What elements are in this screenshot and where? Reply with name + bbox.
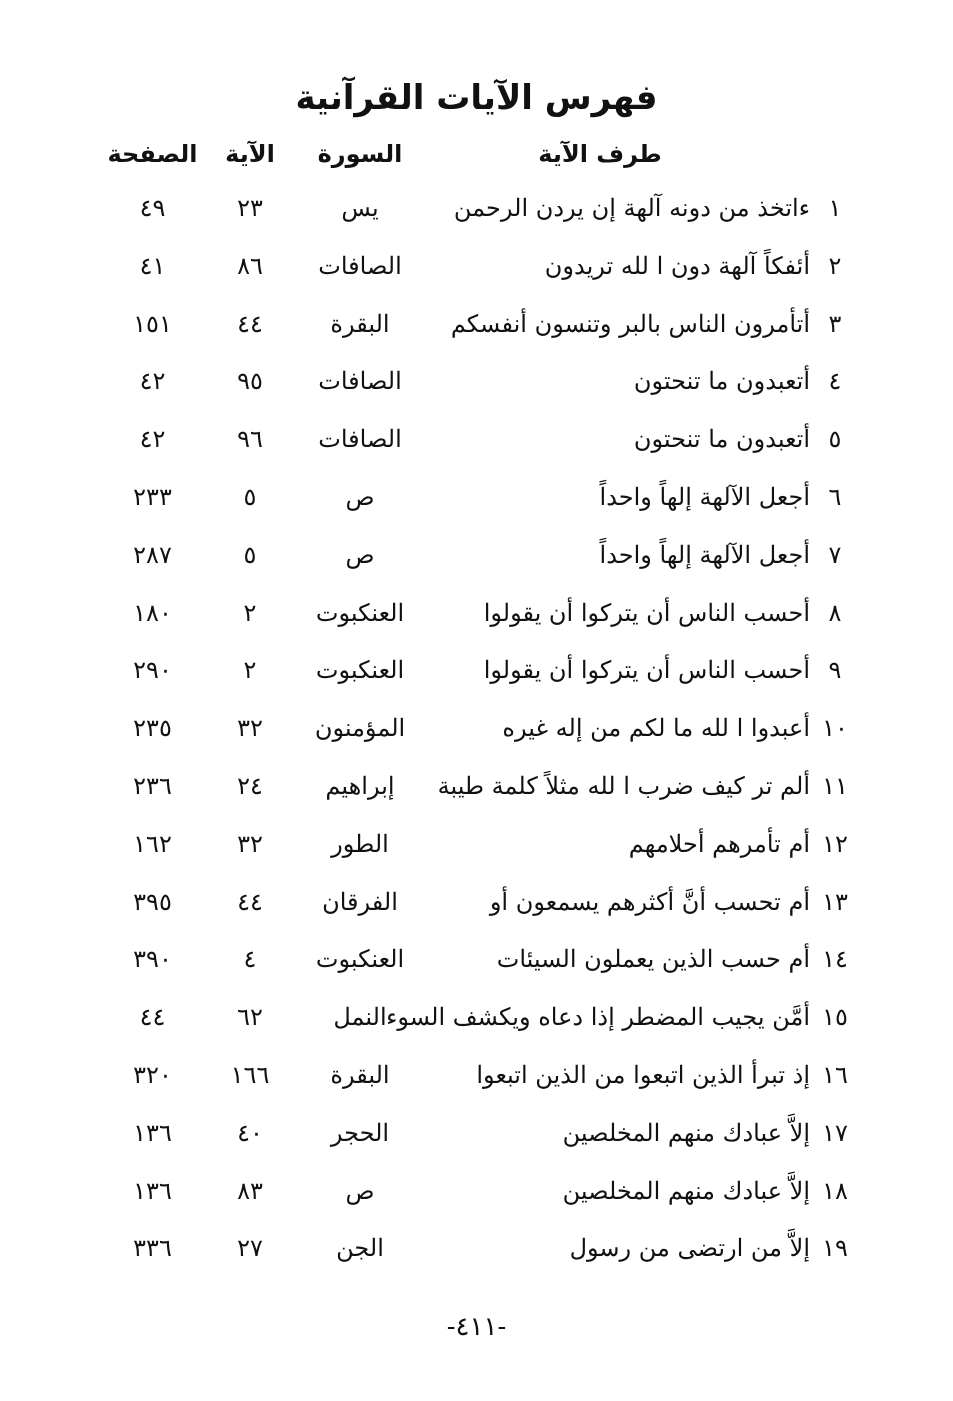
surah-name: النمل — [333, 1003, 387, 1031]
verse-text: أحسب الناس أن يتركوا أن يقولوا — [483, 656, 810, 684]
table-row — [0, 882, 953, 922]
row-number: ١١ — [822, 772, 848, 800]
page-title: فهرس الآيات القرآنية — [295, 78, 658, 118]
surah-name: الصافات — [318, 367, 402, 395]
surah-name: ص — [345, 483, 375, 511]
surah-name: البقرة — [330, 1061, 390, 1089]
ayah-number: ٨٣ — [237, 1177, 263, 1205]
row-number: ٤ — [828, 367, 842, 395]
page-ref: ٤٤ — [139, 1003, 166, 1031]
ayah-number: ٤ — [243, 945, 257, 973]
ayah-number: ٤٤ — [237, 310, 263, 338]
table-row — [0, 477, 953, 517]
page-ref: ٤١ — [139, 252, 166, 280]
page-ref: ٣٢٠ — [133, 1061, 172, 1089]
ayah-number: ٥ — [243, 483, 257, 511]
verse-text: أجعل الآلهة إلهاً واحداً — [599, 483, 810, 511]
verse-text: أم تحسب أنَّ أكثرهم يسمعون أو — [489, 888, 810, 916]
page-ref: ١٣٦ — [133, 1177, 172, 1205]
verse-text: أحسب الناس أن يتركوا أن يقولوا — [483, 599, 810, 627]
row-number: ٩ — [828, 656, 842, 684]
page-ref: ٢٣٣ — [133, 483, 172, 511]
verse-text: أتعبدون ما تنحتون — [633, 367, 810, 395]
surah-name: يس — [341, 194, 379, 222]
surah-name: ص — [345, 541, 375, 569]
page-number: -٤١١- — [446, 1312, 507, 1342]
surah-name: العنكبوت — [315, 599, 405, 627]
table-row — [0, 1171, 953, 1211]
row-number: ١٣ — [822, 888, 848, 916]
ayah-number: ٥ — [243, 541, 257, 569]
header-verse: طرف الآية — [538, 140, 662, 168]
surah-name: الفرقان — [322, 888, 398, 916]
table-row — [0, 535, 953, 575]
ayah-number: ٩٦ — [237, 425, 263, 453]
page-ref: ٣٩٠ — [133, 945, 172, 973]
row-number: ١٧ — [822, 1119, 848, 1147]
ayah-number: ٢٣ — [237, 194, 263, 222]
surah-name: المؤمنون — [314, 714, 406, 742]
row-number: ٨ — [828, 599, 842, 627]
ayah-number: ٢ — [243, 599, 257, 627]
page-ref: ١٦٢ — [133, 830, 172, 858]
ayah-number: ٢٤ — [237, 772, 263, 800]
row-number: ١ — [828, 194, 842, 222]
page-ref: ٢٣٥ — [133, 714, 172, 742]
verse-text: ألم تر كيف ضرب ا لله مثلاً كلمة طيبة — [437, 772, 810, 800]
ayah-number: ٣٢ — [237, 830, 263, 858]
table-row — [0, 419, 953, 459]
table-row — [0, 708, 953, 748]
table-row — [0, 304, 953, 344]
row-number: ٣ — [828, 310, 842, 338]
table-row — [0, 650, 953, 690]
verse-text: إلاَّ عبادك منهم المخلصين — [562, 1177, 810, 1205]
ayah-number: ٤٤ — [237, 888, 263, 916]
verse-text: أمَّن يجيب المضطر إذا دعاه ويكشف السوء — [386, 1003, 810, 1031]
surah-name: ص — [345, 1177, 375, 1205]
verse-text: أئفكاً آلهة دون ا لله تريدون — [544, 252, 810, 280]
page-ref: ٢٣٦ — [133, 772, 172, 800]
page-ref: ٢٩٠ — [133, 656, 172, 684]
verse-text: إذ تبرأ الذين اتبعوا من الذين اتبعوا — [476, 1061, 810, 1089]
table-row — [0, 997, 953, 1037]
table-row — [0, 824, 953, 864]
ayah-number: ٨٦ — [237, 252, 263, 280]
ayah-number: ٩٥ — [237, 367, 263, 395]
surah-name: الحجر — [330, 1119, 390, 1147]
row-number: ١٢ — [822, 830, 848, 858]
row-number: ٥ — [828, 425, 842, 453]
verse-text: أتعبدون ما تنحتون — [633, 425, 810, 453]
table-row — [0, 1113, 953, 1153]
row-number: ١٠ — [822, 714, 848, 742]
ayah-number: ٣٢ — [237, 714, 263, 742]
row-number: ٦ — [828, 483, 842, 511]
surah-name: العنكبوت — [315, 656, 405, 684]
surah-name: العنكبوت — [315, 945, 405, 973]
row-number: ١٨ — [822, 1177, 848, 1205]
table-row — [0, 1055, 953, 1095]
table-row — [0, 246, 953, 286]
surah-name: الصافات — [318, 425, 402, 453]
ayah-number: ٢٧ — [237, 1234, 263, 1262]
row-number: ١٤ — [822, 945, 848, 973]
row-number: ١٩ — [822, 1234, 848, 1262]
surah-name: البقرة — [330, 310, 390, 338]
header-surah: السورة — [317, 140, 403, 168]
surah-name: إبراهيم — [325, 772, 395, 800]
ayah-number: ١٦٦ — [230, 1061, 270, 1089]
verse-text: أم تأمرهم أحلامهم — [628, 830, 810, 858]
surah-name: الطور — [331, 830, 389, 858]
table-row — [0, 593, 953, 633]
ayah-number: ٢ — [243, 656, 257, 684]
table-row — [0, 1228, 953, 1268]
page-ref: ١٥١ — [133, 310, 172, 338]
header-ayah: الآية — [225, 140, 275, 168]
surah-name: الصافات — [318, 252, 402, 280]
verse-text: إلاَّ من ارتضى من رسول — [569, 1234, 810, 1262]
table-row — [0, 939, 953, 979]
verse-text: إلاَّ عبادك منهم المخلصين — [562, 1119, 810, 1147]
page-ref: ٣٣٦ — [133, 1234, 172, 1262]
verse-text: ءاتخذ من دونه آلهة إن يردن الرحمن — [453, 194, 810, 222]
page-ref: ٤٩ — [139, 194, 166, 222]
page-ref: ٢٨٧ — [133, 541, 172, 569]
page-ref: ١٨٠ — [133, 599, 172, 627]
row-number: ١٦ — [822, 1061, 848, 1089]
verse-text: أتأمرون الناس بالبر وتنسون أنفسكم — [450, 310, 810, 338]
verse-text: أعبدوا ا لله ما لكم من إله غيره — [502, 714, 810, 742]
verse-text: أجعل الآلهة إلهاً واحداً — [599, 541, 810, 569]
table-row — [0, 766, 953, 806]
page-ref: ٤٢ — [139, 425, 166, 453]
page-ref: ١٣٦ — [133, 1119, 172, 1147]
surah-name: الجن — [336, 1234, 384, 1262]
table-row — [0, 361, 953, 401]
row-number: ٧ — [828, 541, 842, 569]
row-number: ١٥ — [822, 1003, 848, 1031]
page-ref: ٣٩٥ — [133, 888, 172, 916]
table-row — [0, 188, 953, 228]
row-number: ٢ — [828, 252, 842, 280]
ayah-number: ٦٢ — [237, 1003, 263, 1031]
page-ref: ٤٢ — [139, 367, 166, 395]
verse-text: أم حسب الذين يعملون السيئات — [496, 945, 810, 973]
header-page: الصفحة — [107, 140, 198, 168]
ayah-number: ٤٠ — [237, 1119, 263, 1147]
